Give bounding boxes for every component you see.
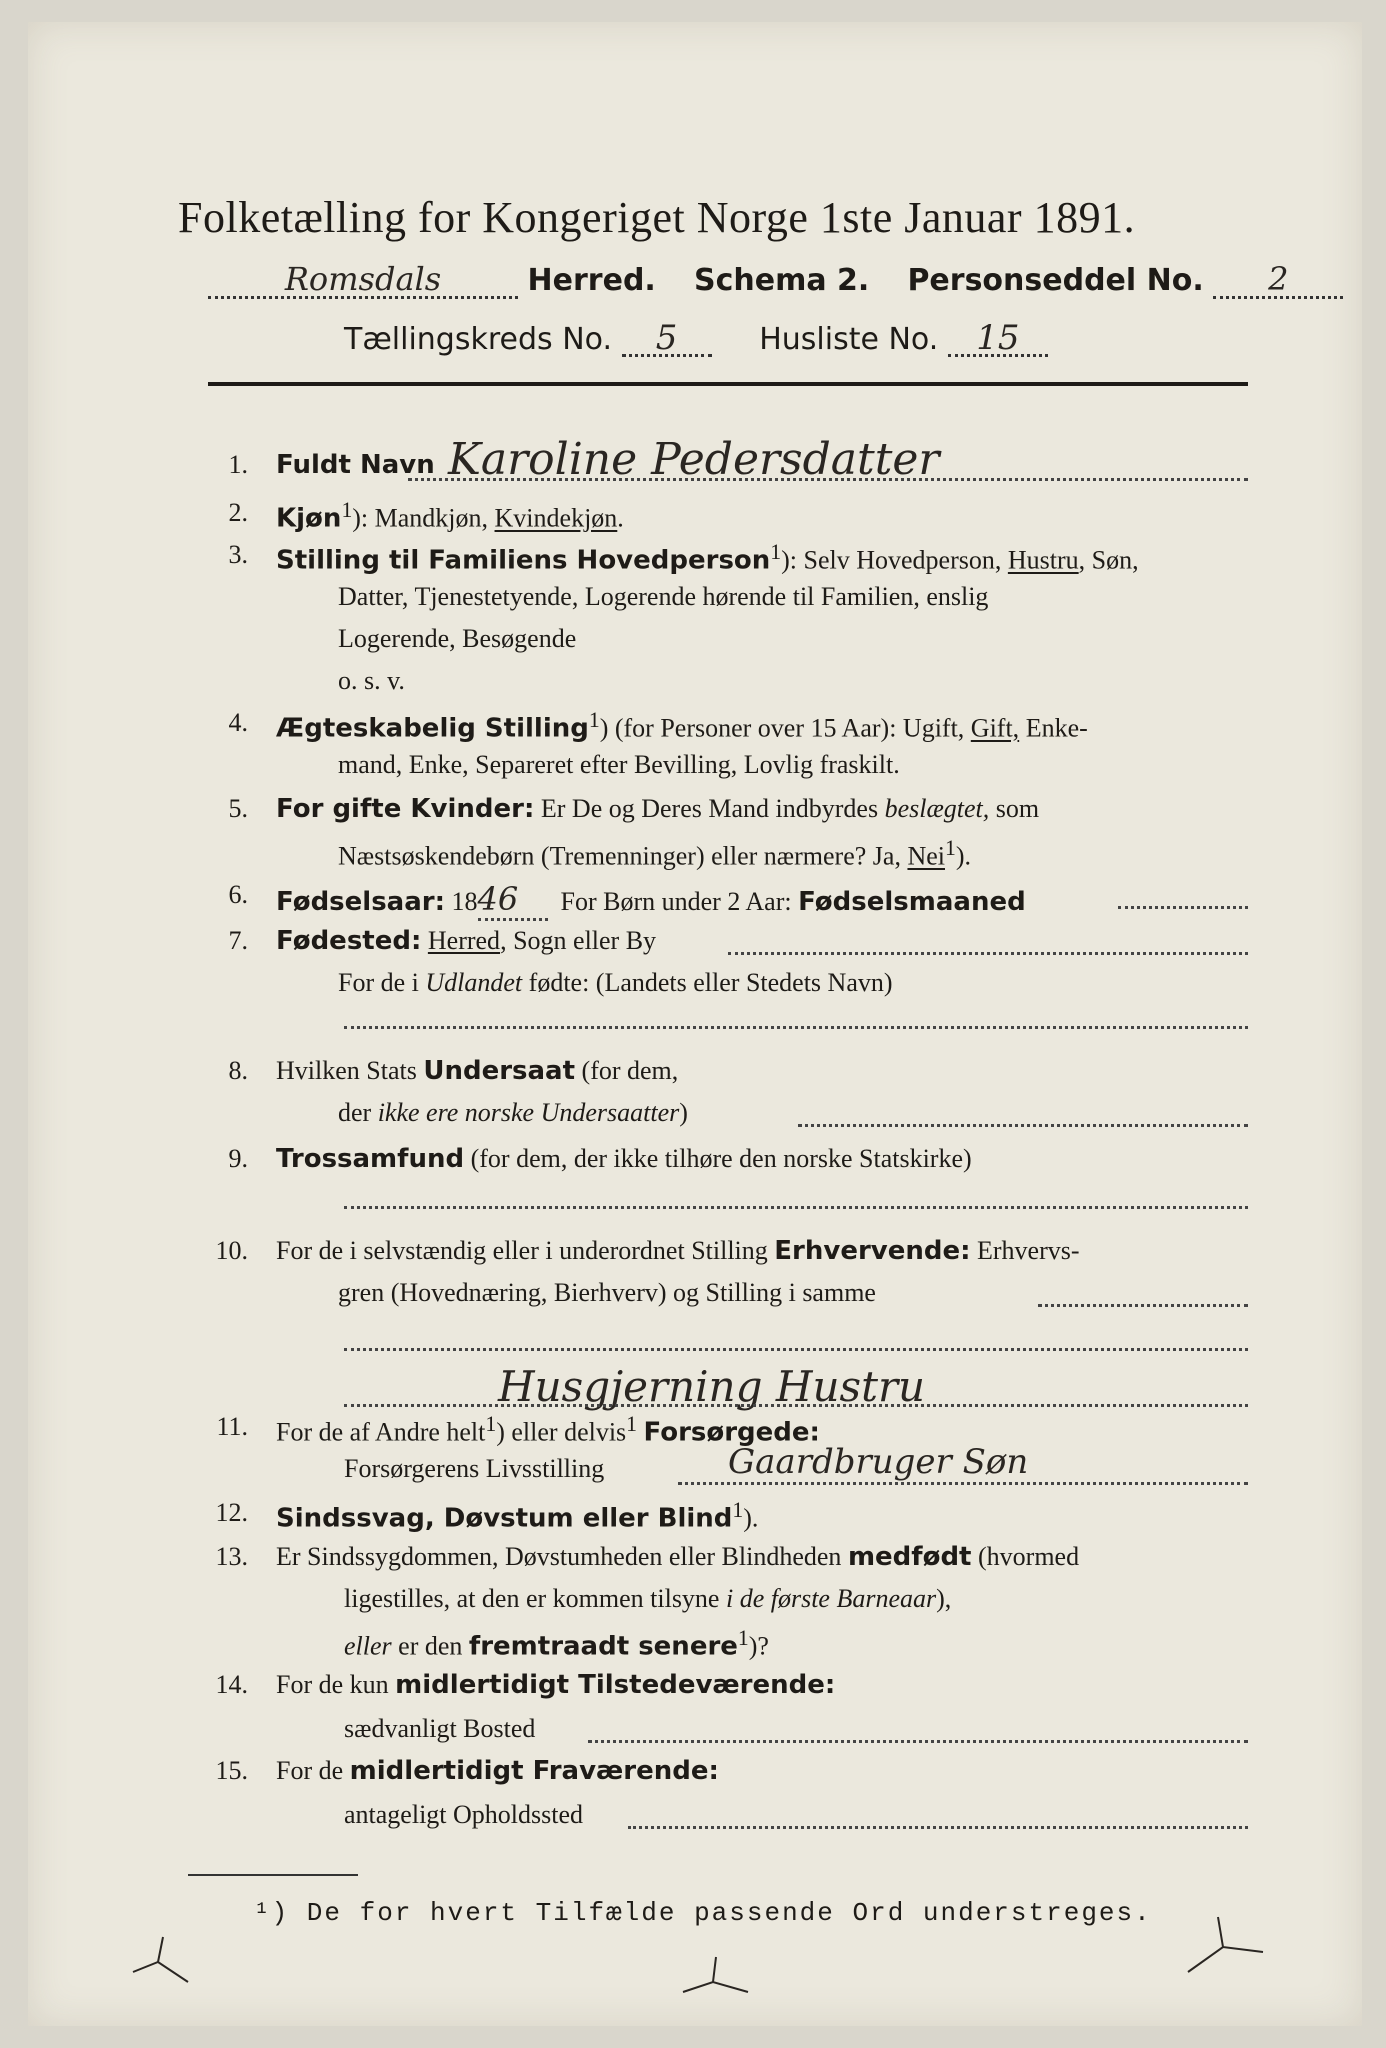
item-text: antageligt Opholdssted	[344, 1800, 584, 1829]
item-number: 12.	[215, 1498, 248, 1527]
item-text: ): Selv Hovedperson,	[781, 545, 1008, 575]
item-text: For de kun	[276, 1670, 396, 1699]
item-label: medfødt	[847, 1542, 972, 1572]
item-text: Erhvervs-	[970, 1236, 1080, 1265]
kreds-value: 5	[622, 318, 712, 357]
dotted-line	[344, 1348, 1248, 1351]
item-text: Er Sindssygdommen, Døvstumheden eller Blindheden	[276, 1542, 848, 1571]
item-text: , Søn,	[1078, 545, 1139, 575]
dotted-line	[588, 1740, 1248, 1743]
item-text: der	[338, 1098, 378, 1127]
item-number: 11.	[216, 1412, 248, 1441]
header-row-herred	[208, 260, 1289, 304]
underlined-choice: Kvindekjøn	[494, 503, 618, 533]
item-text: (for dem,	[575, 1056, 679, 1085]
item-label: Kjøn	[276, 503, 342, 534]
dotted-line	[344, 1026, 1248, 1029]
personseddel-value: 2	[1213, 260, 1343, 299]
item-text: .	[617, 503, 624, 533]
item-number: 10.	[215, 1236, 248, 1265]
dotted-line	[798, 1124, 1248, 1127]
item-label: Fødested:	[276, 926, 422, 956]
superscript: 1	[770, 540, 782, 564]
item-text: Er De og Deres Mand indbyrdes	[540, 794, 885, 823]
item-number: 14.	[215, 1670, 248, 1699]
item-text: )	[679, 1098, 688, 1127]
item-number: 4.	[228, 708, 248, 737]
census-form-page	[28, 22, 1362, 2026]
item-text: fødte: (Landets eller Stedets Navn)	[522, 968, 893, 997]
husliste-label: Husliste No.	[759, 322, 939, 357]
dotted-line	[1038, 1304, 1248, 1307]
superscript: 1	[341, 498, 353, 522]
superscript: 1	[737, 1626, 749, 1650]
item-label: Stilling til Familiens Hovedperson	[276, 545, 771, 576]
superscript: 1	[485, 1412, 497, 1436]
item-text: )?	[748, 1631, 769, 1661]
item-text: mand, Enke, Separeret efter Bevilling, Lovlig fraskilt.	[338, 750, 900, 779]
underlined-choice: Gift,	[970, 713, 1020, 743]
dotted-line	[678, 1482, 1248, 1485]
item-text: som	[989, 794, 1040, 823]
birth-year-value: 46	[478, 880, 548, 921]
item-label: midlertidigt Tilstedeværende:	[395, 1670, 836, 1700]
kreds-label: Tællingskreds No.	[344, 322, 612, 357]
item-label: Erhvervende:	[774, 1236, 971, 1266]
occupation-value: Husgjerning Hustru	[498, 1362, 926, 1411]
item-text: Enke-	[1019, 713, 1088, 743]
dotted-line	[344, 1206, 1248, 1209]
footnote-rule	[188, 1874, 358, 1876]
personseddel-label: Personseddel No.	[907, 263, 1204, 298]
item-number: 1.	[228, 450, 248, 479]
item-number: 13.	[215, 1542, 248, 1571]
dotted-line	[344, 1404, 1248, 1407]
item-text: , Sogn eller By	[500, 926, 657, 955]
scan-mark-icon	[678, 1952, 758, 2012]
item-text: ).	[955, 841, 971, 871]
item-label: Undersaat	[423, 1056, 576, 1086]
item-label: Ægteskabelig Stilling	[276, 713, 589, 744]
dotted-line	[628, 1826, 1248, 1829]
form-title: Folketælling for Kongeriget Norge 1ste Januar 1891.	[178, 193, 1136, 242]
item-text: Forsørgerens Livsstilling	[344, 1454, 605, 1483]
item-italic: ikke ere norske Undersaatter	[377, 1098, 680, 1127]
item-text: ligestilles, at den er kommen tilsyne	[344, 1584, 726, 1613]
dotted-line	[1118, 906, 1248, 909]
item-text: For de i	[338, 968, 426, 997]
item-italic: Udlandet	[425, 968, 523, 997]
herred-label: Herred.	[527, 263, 656, 298]
item-text: Næstsøskendebørn (Tremenninger) eller nærmere? Ja,	[338, 841, 908, 871]
item-number: 5.	[228, 794, 248, 823]
header-divider	[208, 382, 1248, 386]
header-row-kreds	[344, 318, 1048, 362]
item-text: ): Mandkjøn,	[352, 503, 495, 533]
item-text: ),	[936, 1584, 952, 1613]
item-italic: eller	[344, 1631, 392, 1661]
provider-value: Gaardbruger Søn	[728, 1442, 1029, 1482]
item-label: Trossamfund	[276, 1144, 465, 1174]
item-italic: i de første Barneaar	[725, 1584, 937, 1613]
year-prefix: 18	[451, 887, 478, 916]
item-text: For de af Andre helt	[276, 1417, 486, 1447]
item-text: er den	[391, 1631, 469, 1661]
item-label: Fuldt Navn	[276, 450, 435, 480]
item-label: Fødselsmaaned	[798, 887, 1026, 917]
item-text: sædvanligt Bosted	[344, 1714, 536, 1743]
item-label: Sindssvag, Døvstum eller Blind	[276, 1503, 733, 1534]
superscript: 1	[588, 708, 600, 732]
item-number: 2.	[228, 498, 248, 527]
item-text: gren (Hovednæring, Bierhverv) og Stilling i samme	[338, 1278, 876, 1307]
underlined-choice: Herred	[427, 926, 501, 955]
item-number: 7.	[228, 926, 248, 955]
item-label: midlertidigt Fraværende:	[349, 1756, 719, 1786]
schema-label: Schema 2.	[693, 263, 870, 298]
item-number: 9.	[228, 1144, 248, 1173]
superscript: 1	[945, 836, 956, 860]
item-text: ).	[743, 1503, 759, 1533]
scan-mark-icon	[128, 1932, 208, 1992]
item-text: (hvormed	[971, 1542, 1080, 1571]
item-text: o. s. v.	[338, 666, 405, 695]
scan-mark-icon	[1178, 1912, 1268, 1982]
herred-value: Romsdals	[208, 260, 518, 299]
underlined-choice: Nei	[907, 841, 945, 871]
name-value: Karoline Pedersdatter	[448, 434, 940, 485]
item-number: 6.	[228, 880, 248, 909]
footnote: ¹) De for hvert Tilfælde passende Ord understreges.	[254, 1898, 1152, 1928]
superscript: 1	[732, 1498, 744, 1522]
dotted-line	[728, 952, 1248, 955]
item-label: fremtraadt senere	[468, 1631, 738, 1662]
item-label: For gifte Kvinder:	[276, 794, 535, 824]
item-number: 3.	[228, 540, 248, 569]
item-text: ) (for Personer over 15 Aar): Ugift,	[599, 713, 971, 743]
underlined-choice: Hustru	[1007, 545, 1079, 575]
item-text: For de	[276, 1756, 350, 1785]
item-label: Forsørgede:	[643, 1417, 820, 1448]
dotted-line	[408, 478, 1248, 481]
item-text: Logerende, Besøgende	[338, 624, 577, 653]
item-text: Hvilken Stats	[276, 1056, 424, 1085]
item-number: 8.	[228, 1056, 248, 1085]
superscript: 1	[626, 1412, 637, 1436]
item-text: For Børn under 2 Aar:	[560, 887, 799, 916]
item-label: Fødselsaar:	[276, 887, 445, 917]
item-text: Datter, Tjenestetyende, Logerende hørende til Familien, enslig	[338, 582, 989, 611]
item-number: 15.	[215, 1756, 248, 1785]
husliste-value: 15	[948, 318, 1048, 357]
item-text: (for dem, der ikke tilhøre den norske Statskirke)	[464, 1144, 972, 1173]
item-text: ) eller delvis	[496, 1417, 627, 1447]
item-text: For de i selvstændig eller i underordnet Stilling	[276, 1236, 775, 1265]
item-italic: beslægtet,	[884, 794, 990, 823]
